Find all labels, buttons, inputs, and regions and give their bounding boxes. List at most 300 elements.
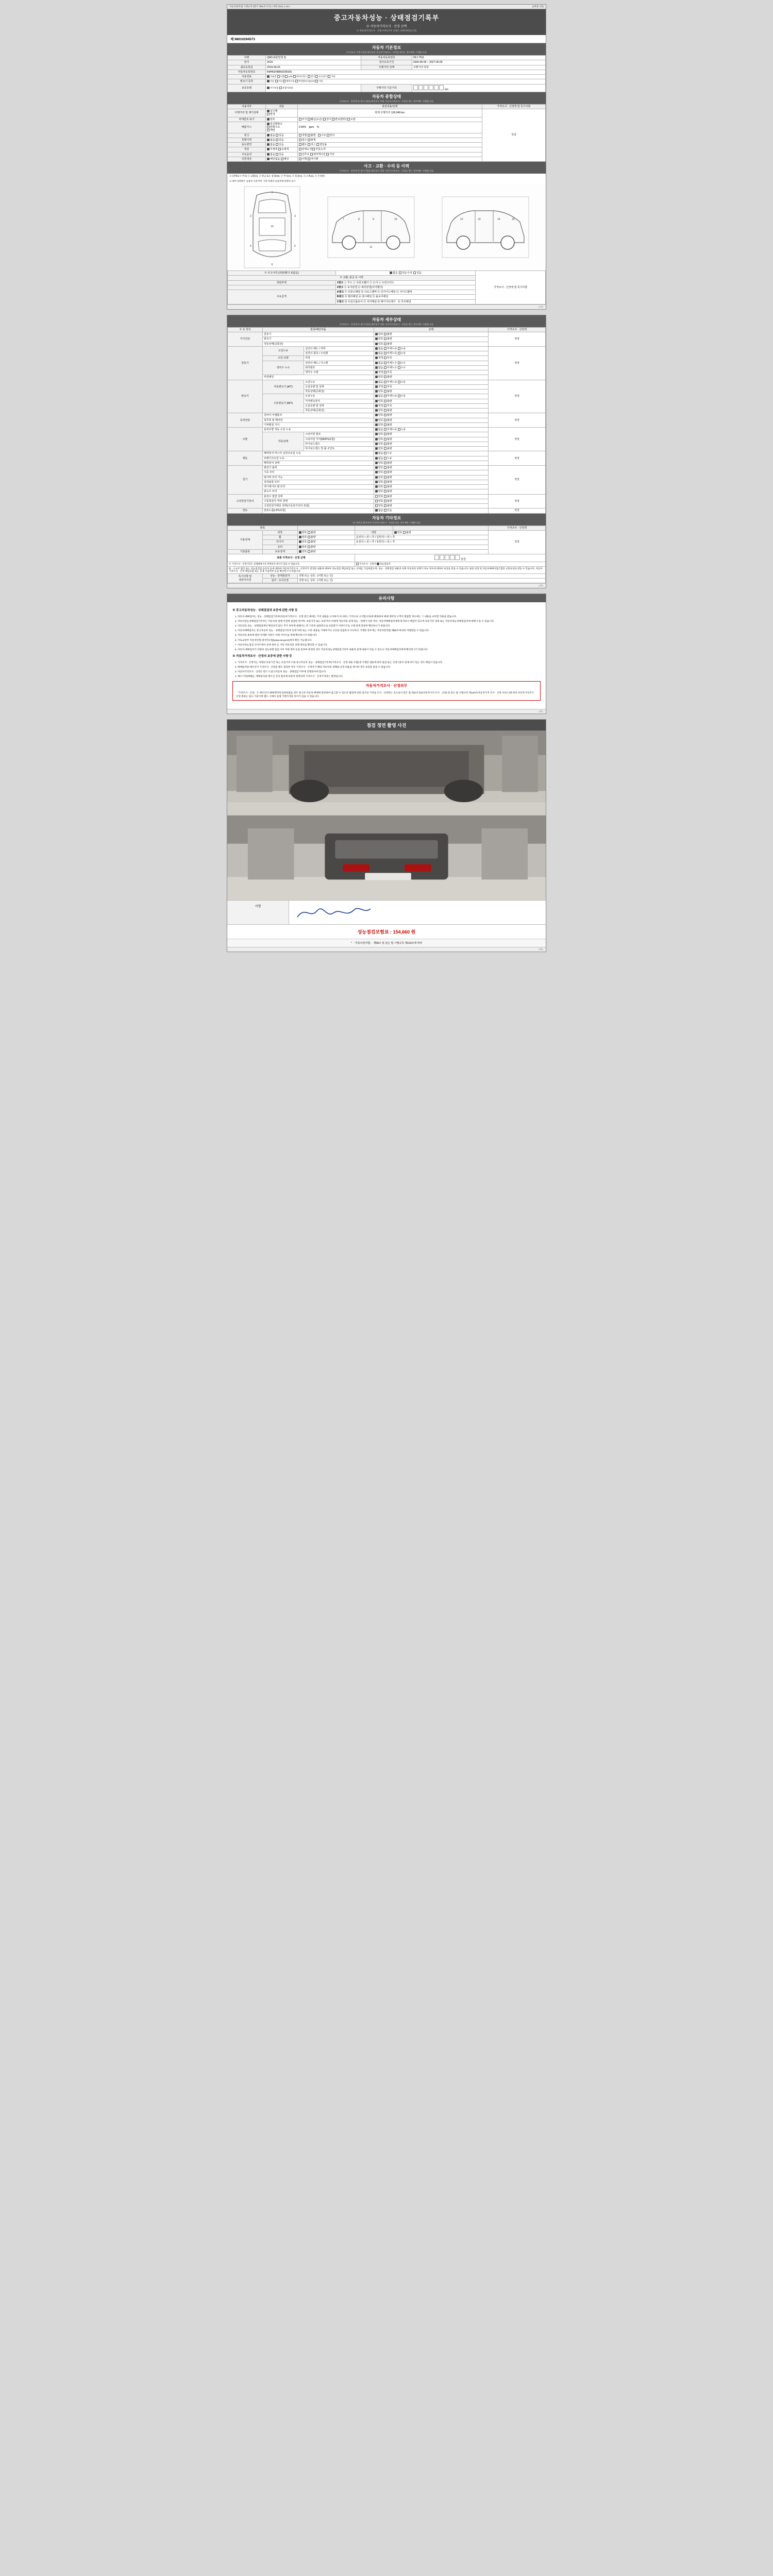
checkbox-minor-leak[interactable] <box>384 362 386 364</box>
section-accident-history-title: 사고 · 교환 · 수리 등 이력 <box>363 164 410 168</box>
checkbox-leak[interactable] <box>398 428 400 431</box>
group-engine: 원동기 <box>228 346 263 380</box>
part-oil-level: 오일 유량 <box>262 356 304 361</box>
checkbox-leak[interactable] <box>398 362 400 364</box>
notice-body <box>227 602 546 709</box>
part-transmission: 변속기 <box>262 337 374 342</box>
checkbox-good[interactable] <box>375 466 378 469</box>
checkbox-bad[interactable] <box>384 390 386 393</box>
group-powertrain: 동력전달 <box>228 413 263 428</box>
svg-text:10: 10 <box>394 218 397 221</box>
state-differential: 양호 불량 <box>374 422 488 427</box>
parts-title: ※ 교환, 판금 등 이력 <box>228 276 476 280</box>
sig-value-2: 성명 또는 상호 : (서명 또는 인) <box>297 579 545 583</box>
signature-block-label: 특기사항 및 점검자의견 <box>228 573 263 583</box>
state-power-steer-leak: 없음 미세누유 누유 <box>374 428 488 432</box>
checkbox-bad[interactable] <box>384 414 386 416</box>
checkbox-tuning-none[interactable] <box>267 134 270 137</box>
checkbox-navigation[interactable] <box>310 153 313 156</box>
checkbox-recall-done[interactable] <box>299 158 301 160</box>
checkbox-bad[interactable] <box>384 476 386 479</box>
checkbox-good[interactable] <box>375 500 378 502</box>
table-row <box>228 75 546 79</box>
sub-steer-pump: 스티어링 펌프 <box>304 432 374 437</box>
checkbox-color-achromatic[interactable] <box>267 148 270 150</box>
checkbox-bad[interactable] <box>308 536 310 538</box>
sub-mt-operation: 작동상태(공회전) <box>304 409 374 413</box>
checkbox-bad[interactable] <box>384 471 386 473</box>
checkbox-bad[interactable] <box>384 447 386 450</box>
state-common-rail: 양호 불량 <box>374 375 488 380</box>
accident-history-options: 없음 단순수리 있음 <box>335 271 475 276</box>
checkbox-bad[interactable] <box>384 500 386 502</box>
checkbox-accident-none[interactable] <box>390 272 392 274</box>
checkbox-bad[interactable] <box>384 400 386 402</box>
checkbox-good[interactable] <box>375 481 378 483</box>
checkbox-good[interactable] <box>375 333 378 335</box>
checkbox-rent[interactable] <box>299 143 301 146</box>
checkbox-good[interactable] <box>375 438 378 440</box>
sub-oil-level: 적정 <box>304 356 374 361</box>
car-front-svg <box>244 186 300 268</box>
checkbox-good[interactable] <box>375 443 378 445</box>
disclaimer-text: 중 · 소규모 법인 또는 성능점검업 등록자 등에 대하여 자동차가격조사 · 산정자가 점검한 내용에 대하여 성능점검 책임보험 또는 공제를 가입하였으며, 성능 · 상태점검 내용과 실제 자동차의 상태가 다른 경우에 대하여 보상을 받을 수 있습니다. 또한 일정 및 자동차매매사업조합의 교통보상을 받을 수 있습니다. 자동차가격조사 · 산정 책임보험 또는 공제 가입여부 등을 확인하시기 바랍니다. <box>228 566 546 573</box>
checkbox-good[interactable] <box>375 414 378 416</box>
signature-label: 서명 <box>227 901 289 924</box>
checkbox-tuning-device[interactable] <box>327 134 329 137</box>
checkbox-good[interactable] <box>299 546 301 548</box>
field-label-mileage-state: 주행거리 상태 <box>361 65 412 70</box>
checkbox-emission-hc[interactable] <box>267 126 270 128</box>
document-subtitle: ※ 자동차가격조사 · 산정 선택 <box>366 25 407 28</box>
field-value-inspection-period: 2025-05-05 ~ 2027-05-05 <box>412 60 545 65</box>
checkbox-options-none[interactable] <box>267 153 270 156</box>
svg-text:11: 11 <box>369 246 373 249</box>
car-left-svg <box>327 196 415 258</box>
checkbox-trans-semi[interactable] <box>283 80 285 82</box>
inspection-fee: 성능점검보험료 : 154,660 원 <box>357 929 416 935</box>
row-label-mileage: 주행거리 및 계기상태 <box>228 109 266 117</box>
field-label-warranty: 보증유형 <box>228 84 266 92</box>
checkbox-bad[interactable] <box>384 423 386 426</box>
checkbox-bad[interactable] <box>384 409 386 412</box>
state-radiator-fan: 양호 불량 <box>374 485 488 489</box>
table-row <box>228 573 546 578</box>
checkbox-bad[interactable] <box>384 337 386 340</box>
state-ball-joint: 양호 불량 <box>374 447 488 451</box>
row-label-usage-change: 용도변경 <box>228 143 266 147</box>
sheet2-footer: (2쪽) <box>227 583 546 588</box>
checkbox-good[interactable] <box>375 423 378 426</box>
checkbox-vin-altered[interactable] <box>332 118 334 121</box>
field-value-fuel: 가솔린 디젤 LPG 하이브리드 전기 수소전기 기타 <box>266 75 546 79</box>
section-basic-info-title: 자동차 기본정보 <box>372 45 401 50</box>
section-overall-state-title: 자동차 종합상태 <box>372 94 401 99</box>
checkbox-bad[interactable] <box>384 376 386 378</box>
part-group-outer: 외판부위 <box>228 280 336 285</box>
checkbox-bad[interactable] <box>384 490 386 493</box>
checkbox-low[interactable] <box>384 404 386 407</box>
table-row <box>228 271 546 276</box>
state-wheel: 양호 불량 <box>297 535 355 540</box>
state-mt-gear: 양호 불량 <box>374 399 488 403</box>
col-state-2 <box>297 526 355 530</box>
checkbox-fuel-hydrogen[interactable] <box>315 75 318 78</box>
checkbox-good[interactable] <box>375 400 378 402</box>
list-item: 3. 자동차의 성능 · 상태점검에서 확인되지 않은 추가 하자에 대해서는 본 기록부 내용만으로 보증받기 어려우므로 구매 전에 충분히 확인하시기 바랍니다. <box>238 624 541 628</box>
part-clutch: 클러치 어셈블리 <box>262 413 374 418</box>
part-booster: 배력장치 상태 <box>262 461 374 465</box>
checkbox-leak[interactable] <box>398 347 400 350</box>
svg-text:6: 6 <box>271 263 273 266</box>
checkbox-none[interactable] <box>375 352 378 354</box>
part-blower-motor: 실내송풍 모터 <box>262 480 374 484</box>
checkbox-trans-cvt[interactable] <box>295 80 298 82</box>
sheet-3 <box>227 594 546 714</box>
state-booster: 양호 불량 <box>374 461 488 465</box>
checkbox-minor-leak[interactable] <box>384 347 386 350</box>
car-diagram-right-view <box>442 196 529 259</box>
checkbox-bad[interactable] <box>384 495 386 498</box>
checkbox-good[interactable] <box>375 433 378 435</box>
total-price-label: 최종 가격조사 · 산정 금액 <box>228 554 355 562</box>
price-assessment-notice-box <box>232 681 541 701</box>
part-rank-a: A랭크 ⑨ 프론트패널 ⑩ 크로스멤버 ⑪ 인사이드패널 ⑫ 사이드멤버 <box>335 290 475 295</box>
notice-section-2-title: ※ 자동차가격조사 · 산정의 보증에 관한 사항 등 <box>232 654 292 658</box>
checkbox-none[interactable] <box>375 366 378 369</box>
checkbox-good[interactable] <box>375 343 378 345</box>
field-value-transmission: 자동 수동 세미오토 무단변속기(CVT) 기타 <box>266 79 546 84</box>
checkbox-recall-na[interactable] <box>267 158 270 160</box>
checkbox-yes[interactable] <box>384 509 386 512</box>
part-rank-1: 1랭크 ① 후드 ② 프론트휀더 ③ 도어 ④ 트렁크리드 <box>335 280 475 285</box>
col-part-item: 항목/해당부품 <box>262 327 374 332</box>
svg-text:7: 7 <box>343 218 344 221</box>
checkbox-fuel-electric[interactable] <box>308 75 310 78</box>
checkbox-vin-corrosion[interactable] <box>299 118 301 121</box>
detail-state-table <box>227 327 546 514</box>
checkbox-bad[interactable] <box>308 546 310 548</box>
checkbox-none[interactable] <box>375 395 378 397</box>
price-self-diagnosis: 적정 <box>488 332 545 347</box>
checkbox-tuning-structure[interactable] <box>318 134 321 137</box>
checkbox-good[interactable] <box>375 390 378 393</box>
svg-text:5: 5 <box>294 245 296 248</box>
state-interior: 양호 불량 <box>393 530 488 535</box>
checkbox-good[interactable] <box>375 409 378 412</box>
state-master-cyl: 없음 누유 <box>374 451 488 456</box>
row-detail-usage-change: 렌트 리스 영업용 <box>297 143 482 147</box>
list-item: 8. 자동차 매매업자가 차량의 성능상태 점검 이후 차량 정비 등을 통하여 변경된 경우 자동차성능상태점검기록부 내용과 실제 내용이 다를 수 있으니 자동차매매업자에게 확인하시기 바랍니다. <box>238 648 541 651</box>
checkbox-fuel-diesel[interactable] <box>277 75 280 78</box>
table-row <box>228 79 546 84</box>
checkbox-low[interactable] <box>384 385 386 388</box>
checkbox-performance-inspector[interactable] <box>377 563 379 565</box>
checkbox-partial-paint[interactable] <box>312 148 315 150</box>
state-at-operation: 양호 불량 <box>374 389 488 394</box>
price-electrical: 적정 <box>488 466 545 495</box>
sheet-4 <box>227 719 546 952</box>
checkbox-bad[interactable] <box>384 343 386 345</box>
col-item: 항목 <box>228 526 298 530</box>
checkbox-none[interactable] <box>375 362 378 364</box>
checkbox-bad[interactable] <box>384 333 386 335</box>
table-row <box>228 109 546 117</box>
col-price-2: 가격조사 · 산정액 <box>488 526 545 530</box>
checkbox-vin-diff[interactable] <box>323 118 326 121</box>
checkbox-adequate[interactable] <box>375 371 378 374</box>
checkbox-none[interactable] <box>375 509 378 512</box>
checkbox-bad[interactable] <box>384 419 386 421</box>
checkbox-price-assessor[interactable] <box>356 563 359 565</box>
part-engine: 원동기 <box>262 332 374 337</box>
checkbox-warranty-self[interactable] <box>267 87 270 89</box>
state-at-leak: 없음 미세누유 누유 <box>374 380 488 384</box>
sheet3-footer: (3쪽) <box>227 709 546 714</box>
checkbox-trans-auto[interactable] <box>267 80 270 82</box>
checkbox-color-chromatic[interactable] <box>278 148 281 150</box>
checkbox-good[interactable] <box>375 490 378 493</box>
checkbox-bad[interactable] <box>384 485 386 488</box>
state-starter: 양호 불량 <box>374 470 488 475</box>
document-subtitle-note: ※ 자동차가격조사 · 산정 여부(가격 산정은 선택사항입니다) <box>356 29 417 32</box>
checkbox-tuning-yes[interactable] <box>276 134 278 137</box>
checkbox-good[interactable] <box>299 540 301 543</box>
checkbox-accident-simple[interactable] <box>399 272 401 274</box>
price-other: 적정 <box>488 530 545 554</box>
col-price: 가격조사 · 산정액 <box>488 327 545 332</box>
checkbox-good[interactable] <box>375 485 378 488</box>
checkbox-adequate[interactable] <box>375 385 378 388</box>
part-wheel: 휠 <box>262 535 297 540</box>
checkbox-adequate[interactable] <box>375 404 378 407</box>
sheet1-footer: (1쪽) <box>227 304 546 309</box>
col-state: 상태 <box>374 327 488 332</box>
state-wheel-pos: 운전석 □ 전 □ 후 / 동반석 □ 전 □ 후 <box>355 535 488 540</box>
checkbox-adequate[interactable] <box>375 357 378 359</box>
checkbox-good[interactable] <box>375 376 378 378</box>
sig-label-2: 검사 · 조사산정 <box>262 579 297 583</box>
checkbox-good[interactable] <box>299 550 301 553</box>
checkbox-bad[interactable] <box>384 466 386 469</box>
table-row <box>228 332 546 337</box>
sig-label-1: 성능 · 상태점검자 <box>262 573 297 578</box>
checkbox-bad[interactable] <box>384 462 386 464</box>
checkbox-special-yes[interactable] <box>276 139 278 141</box>
state-driveshaft: 양호 불량 <box>374 418 488 422</box>
checkbox-recall-yes[interactable] <box>281 158 283 160</box>
checkbox-vin-ok[interactable] <box>267 118 270 121</box>
part-tire: 타이어 <box>262 540 297 545</box>
checkbox-bad[interactable] <box>403 531 406 534</box>
sub-mt-gear: 기어변속장치 <box>304 399 374 403</box>
field-label-fuel: 사용연료 <box>228 75 266 79</box>
checkbox-leak[interactable] <box>398 381 400 383</box>
section-overall-state-header <box>227 92 546 104</box>
signature-area[interactable] <box>289 901 546 924</box>
checkbox-good[interactable] <box>394 531 397 534</box>
page-indicator: (4쪽중 1쪽) <box>532 5 544 8</box>
checkbox-fuel-hybrid[interactable] <box>293 75 296 78</box>
checkbox-leak[interactable] <box>398 395 400 397</box>
checkbox-lease[interactable] <box>308 143 310 146</box>
part-power-steer-leak: 동력조향 작동 오일 누유 <box>262 428 374 432</box>
table-header-row <box>228 526 546 530</box>
checkbox-vin-erased[interactable] <box>347 118 350 121</box>
table-row <box>228 554 546 562</box>
table-row <box>228 65 546 70</box>
checkbox-fuel-other[interactable] <box>328 75 330 78</box>
checkbox-tuning-illegal[interactable] <box>308 134 310 137</box>
table-row <box>228 466 546 470</box>
checkbox-none[interactable] <box>375 457 378 460</box>
row-detail-mileage: 현재 주행거리 130,049 km <box>297 109 482 117</box>
total-price-note: ※ 가격조사 · 산정가격은 실제매매가격 차액보다 차이가 있을 수 있습니다. <box>228 562 355 566</box>
checkbox-bad[interactable] <box>384 443 386 445</box>
state-oil-level: 적정 부족 <box>374 356 488 361</box>
state-brake-oil: 없음 누유 <box>374 456 488 461</box>
checkbox-good[interactable] <box>375 462 378 464</box>
checkbox-good[interactable] <box>375 447 378 450</box>
price-powertrain: 적정 <box>488 413 545 428</box>
group-transmission: 변속기 <box>228 380 263 413</box>
checkbox-low[interactable] <box>384 357 386 359</box>
checkbox-recall-not-done[interactable] <box>308 158 310 160</box>
row-detail-tuning: 적법 불법 구조 장치 <box>297 133 482 138</box>
field-value-mileage-state: 주행거리 양호 <box>412 65 545 70</box>
svg-text:2: 2 <box>250 215 251 218</box>
checkbox-options-yes[interactable] <box>276 153 278 156</box>
checkbox-sunroof[interactable] <box>299 153 301 156</box>
checkbox-good[interactable] <box>299 531 301 534</box>
group-usage-state: 사용상태 <box>228 530 263 549</box>
checkbox-good[interactable] <box>375 337 378 340</box>
checkbox-fuel-gasoline[interactable] <box>267 75 270 78</box>
section-overall-state-note: (가격조사 · 산정액 및 제시사항을 확인하기 위한 자동차가격조사 · 산정을 받는 경우에만 기재합니다) <box>340 99 433 103</box>
checkbox-emission-co[interactable] <box>267 123 270 125</box>
checkbox-none[interactable] <box>375 347 378 350</box>
sub-block-pan: 실린더 블록 / 오일팬 <box>304 351 374 356</box>
car-right-svg <box>442 196 529 258</box>
table-row <box>228 380 546 384</box>
checkbox-bad[interactable] <box>308 540 310 543</box>
checkbox-mileage-actual[interactable] <box>267 110 270 112</box>
checkbox-bad[interactable] <box>384 438 386 440</box>
checkbox-bad[interactable] <box>308 531 310 534</box>
col-main-device: 주 요 장치 <box>228 327 263 332</box>
checkbox-none[interactable] <box>375 452 378 454</box>
signature-stroke <box>292 904 375 921</box>
checkbox-minor-leak[interactable] <box>384 352 386 354</box>
part-oil-leak: 오일누유 <box>262 346 304 356</box>
list-item: 4. 매도가격(매매)는 매매업자와 매수인 간의 합의에 의하여 결정되며 가격조사 · 산정가격과는 별개입니다. <box>238 674 541 678</box>
checkbox-full-paint[interactable] <box>299 148 301 150</box>
part-group-outer-2 <box>228 285 336 290</box>
group-self-diagnosis: 자기진단 <box>228 332 263 347</box>
accident-history-label: ※ 사고이력 (외판/렌더 표없음) <box>228 271 336 276</box>
part-brake-oil: 브레이크오일 누유 <box>262 456 374 461</box>
car-diagram-front-view <box>244 186 300 269</box>
checkbox-minor-leak[interactable] <box>384 428 386 431</box>
checkbox-option-other[interactable] <box>326 153 329 156</box>
checkbox-emission-smoke[interactable] <box>267 129 270 131</box>
overall-state-table <box>227 104 546 162</box>
checkbox-good[interactable] <box>299 536 301 538</box>
checkbox-warranty-insurance[interactable] <box>279 87 282 89</box>
checkbox-vin-damage[interactable] <box>308 118 310 121</box>
checkbox-special-none[interactable] <box>267 139 270 141</box>
checkbox-minor-leak[interactable] <box>384 395 386 397</box>
section-other-info-header <box>227 514 546 526</box>
checkbox-leak[interactable] <box>398 366 400 369</box>
checkbox-commercial[interactable] <box>316 143 319 146</box>
section-detail-state-title: 자동차 세부상태 <box>372 317 401 322</box>
checkbox-flood[interactable] <box>299 139 301 141</box>
col-state-3 <box>393 526 488 530</box>
row-detail-emission: 0.00% ppm % <box>297 122 482 133</box>
checkbox-fuel-lpg[interactable] <box>285 75 288 78</box>
part-differential: 디퍼렌셜 기어 <box>262 422 374 427</box>
state-mt-leak: 없음 미세누유 누유 <box>374 394 488 399</box>
checkbox-leak[interactable] <box>384 457 386 460</box>
sheet-1 <box>227 4 546 310</box>
checkbox-mileage-changed[interactable] <box>267 113 270 115</box>
part-manual-trans: 수동변속기 (M/T) <box>262 394 304 413</box>
checkbox-usage-none[interactable] <box>267 143 270 146</box>
checkbox-none[interactable] <box>375 428 378 431</box>
svg-text:9: 9 <box>373 218 374 221</box>
checkbox-none[interactable] <box>375 381 378 383</box>
checkbox-bad[interactable] <box>384 433 386 435</box>
state-head-cover: 없음 미세누유 누유 <box>374 346 488 351</box>
checkbox-usage-yes[interactable] <box>276 143 278 146</box>
form-reference: 자동차관리법 시행규칙 [별지 제82호서식] <개정 2021.1.19.> <box>229 5 291 8</box>
checkbox-bad[interactable] <box>384 504 386 507</box>
table-row <box>228 56 546 60</box>
checkbox-leak[interactable] <box>384 452 386 454</box>
checkbox-good[interactable] <box>375 476 378 479</box>
checkbox-low[interactable] <box>384 371 386 374</box>
field-label-mileage-std: 주행거리 기준거리 <box>361 84 412 92</box>
state-block-pan: 없음 미세누유 누유 <box>374 351 488 356</box>
section-other-info-title: 자동차 기타정보 <box>372 515 401 520</box>
checkbox-minor-leak[interactable] <box>384 366 386 369</box>
checkbox-tuning-legal[interactable] <box>299 134 301 137</box>
checkbox-trans-other[interactable] <box>315 80 318 82</box>
checkbox-bad[interactable] <box>384 481 386 483</box>
checkbox-leak[interactable] <box>398 352 400 354</box>
state-window-motor: 양호 불량 <box>374 489 488 494</box>
checkbox-good[interactable] <box>375 419 378 421</box>
checkbox-good[interactable] <box>375 504 378 507</box>
field-label-plate: 자동차등록번호 <box>361 56 412 60</box>
checkbox-accident-yes[interactable] <box>413 272 416 274</box>
part-rank-c: C랭크 ⑯ 트렁크플로어 ⑰ 리어패널 ⑱ 패키지트레이 ⑲ 루프패널 <box>335 299 475 304</box>
table-row <box>228 566 546 573</box>
photo-undercarriage <box>227 731 546 816</box>
checkbox-bad[interactable] <box>308 550 310 553</box>
price-engine: 적정 <box>488 346 545 380</box>
col-item-2 <box>355 526 393 530</box>
accident-price-note: 가격조사 · 산정액 및 특기사항 <box>476 271 546 304</box>
checkbox-minor-leak[interactable] <box>384 381 386 383</box>
checkbox-fire[interactable] <box>308 139 310 141</box>
checkbox-good[interactable] <box>375 471 378 473</box>
checkbox-trans-manual[interactable] <box>275 80 278 82</box>
list-item: 4. 자동차매매업자는 중고자동차 성능 · 상태점검기록부 등에 허위 또는 오류 내용을 기재하거나 고의로 점검하지 아니하고 기재한 경우에는 자동차관리법 제58조에 따라 처벌받을 수 있습니다. <box>238 629 541 632</box>
checkbox-good[interactable] <box>375 495 378 498</box>
field-value-model: QM3 (4륜밀델 3) <box>266 56 361 60</box>
